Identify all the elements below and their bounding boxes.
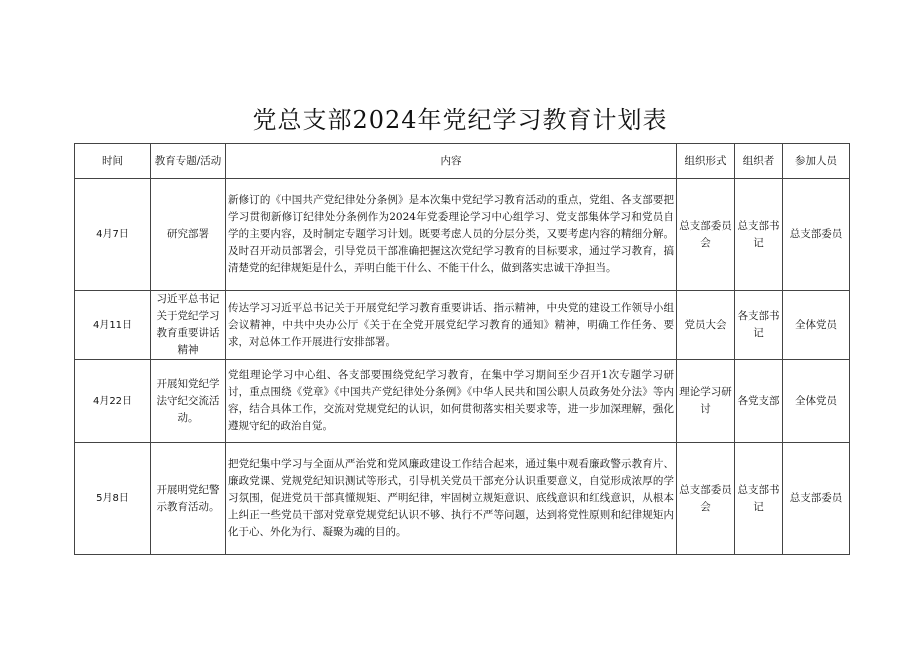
row-organizer: 总支部书记 (735, 443, 783, 555)
row-form: 理论学习研讨 (677, 360, 735, 443)
row-participants: 全体党员 (783, 360, 850, 443)
plan-table (74, 143, 850, 555)
header-row (75, 144, 850, 179)
row-organizer: 总支部书记 (735, 179, 783, 291)
row-content: 党组理论学习中心组、各支部要围绕党纪学习教育，在集中学习期间至少召开1次专题学习研讨，重点围绕《党章》《中国共产党纪律处分条例》《中华人民共和国公职人员政务处分法》等内容，结合具体工作，交流对党规党纪的认识，如何贯彻落实相关要求等，进一步加深理解，强化遵规守纪的政治自觉。 (226, 360, 677, 443)
row-form: 总支部委员会 (677, 179, 735, 291)
row-topic: 研究部署 (151, 179, 226, 291)
row-topic: 开展明党纪警示教育活动。 (151, 443, 226, 555)
row-participants: 总支部委员 (783, 179, 850, 291)
row-time: 4月22日 (75, 360, 151, 443)
header-organizer: 组织者 (735, 144, 783, 179)
table-row (75, 443, 850, 555)
row-time: 4月7日 (75, 179, 151, 291)
row-content: 把党纪集中学习与全面从严治党和党风廉政建设工作结合起来，通过集中观看廉政警示教育片、廉政党课、党规党纪知识测试等形式，引导机关党员干部充分认识重要意义，自觉形成浓厚的学习氛围，促进党员干部真懂规矩、严明纪律，牢固树立规矩意识、底线意识和红线意识，从根本上纠正一些党员干部对党章党规党纪认识不够、执行不严等问题，达到将党性原则和纪律规矩内化于心、外化为行、凝聚为魂的目的。 (226, 443, 677, 555)
row-form: 党员大会 (677, 291, 735, 360)
row-organizer: 各党支部 (735, 360, 783, 443)
row-content: 新修订的《中国共产党纪律处分条例》是本次集中党纪学习教育活动的重点，党组、各支部要把学习贯彻新修订纪律处分条例作为2024年党委理论学习中心组学习、党支部集体学习和党员自学的主要内容，及时制定专题学习计划。既要考虑人员的分层分类，又要考虑内容的精细分解。及时召开动员部署会，引导党员干部准确把握这次党纪学习教育的目标要求，通过学习教育，搞清楚党的纪律规矩是什么，弄明白能干什么、不能干什么，做到落实忠诚干净担当。 (226, 179, 677, 291)
row-topic: 习近平总书记关于党纪学习教育重要讲话精神 (151, 291, 226, 360)
page-title: 党总支部2024年党纪学习教育计划表 (252, 106, 668, 134)
header-topic: 教育专题/活动 (151, 144, 226, 179)
row-organizer: 各支部书记 (735, 291, 783, 360)
row-topic: 开展知党纪学法守纪交流活动。 (151, 360, 226, 443)
row-participants: 总支部委员 (783, 443, 850, 555)
header-time: 时间 (75, 144, 151, 179)
table-row (75, 179, 850, 291)
row-form: 总支部委员会 (677, 443, 735, 555)
table-row (75, 291, 850, 360)
header-participants: 参加人员 (783, 144, 850, 179)
row-time: 5月8日 (75, 443, 151, 555)
header-form: 组织形式 (677, 144, 735, 179)
table-row (75, 360, 850, 443)
row-content: 传达学习习近平总书记关于开展党纪学习教育重要讲话、指示精神，中央党的建设工作领导小组会议精神，中共中央办公厅《关于在全党开展党纪学习教育的通知》精神，明确工作任务、要求，对总体工作开展进行安排部署。 (226, 291, 677, 360)
header-content: 内容 (226, 144, 677, 179)
row-time: 4月11日 (75, 291, 151, 360)
row-participants: 全体党员 (783, 291, 850, 360)
